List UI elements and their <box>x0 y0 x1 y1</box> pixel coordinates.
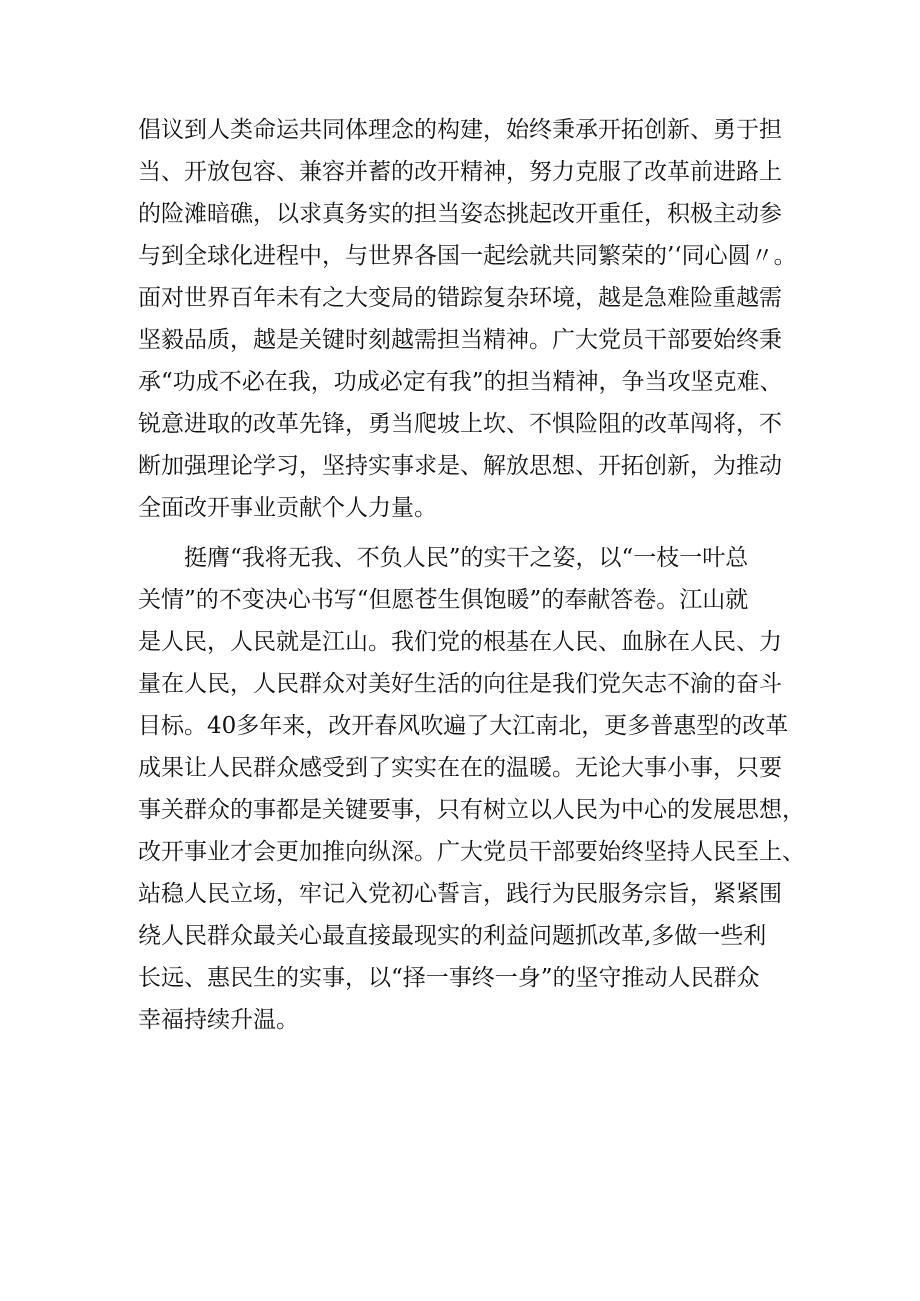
paragraph-line: 幸福持续升温。 <box>138 1007 299 1033</box>
paragraph-line: 改开事业才会更加推向纵深。广大党员干部要始终坚持人民至上、 <box>138 839 805 865</box>
paragraph-line: 量在人民，人民群众对美好生活的向往是我们党矢志不渝的奋斗 <box>138 671 782 697</box>
paragraph-line: 承“功成不必在我，功成必定有我”的担当精神，争当攻坚克难、 <box>138 369 783 395</box>
paragraph-1 <box>138 109 798 529</box>
paragraph-line: 站稳人民立场，牢记入党初心誓言，践行为民服务宗旨，紧紧围 <box>138 881 782 907</box>
paragraph-line: 面对世界百年未有之大变局的错踪复杂环境，越是急难险重越需 <box>138 285 782 311</box>
paragraph-line: 锐意进取的改革先锋，勇当爬坡上坎、不惧险阻的改革闯将，不 <box>138 411 782 437</box>
paragraph-line: 断加强理论学习，坚持实事求是、解放思想、开拓创新，为推动 <box>138 453 782 479</box>
paragraph-spacer <box>138 529 798 537</box>
paragraph-line: 的险滩暗礁，以求真务实的担当姿态挑起改开重任，积极主动参 <box>138 201 782 227</box>
paragraph-line: 事关群众的事都是关键要事，只有树立以人民为中心的发展思想， <box>138 797 805 823</box>
paragraph-line: 全面改开事业贡献个人力量。 <box>138 495 437 521</box>
paragraph-line: 成果让人民群众感受到了实实在在的温暖。无论大事小事，只要 <box>138 755 782 781</box>
paragraph-line: 目标。40多年来，改开春风吹遍了大江南北，更多普惠型的改革 <box>138 713 789 739</box>
paragraph-line: 倡议到人类命运共同体理念的构建，始终秉承开拓创新、勇于担 <box>138 117 782 143</box>
document-body <box>138 109 805 1041</box>
paragraph-line: 坚毅品质，越是关键时刻越需担当精神。广大党员干部要始终秉 <box>138 327 782 353</box>
paragraph-line: 关情”的不变决心书写“但愿苍生俱饱暖”的奉献答卷。江山就 <box>138 587 749 613</box>
paragraph-line: 挺膺“我将无我、不负人民”的实干之姿，以“一枝一叶总 <box>184 545 749 571</box>
paragraph-line: 是人民，人民就是江山。我们党的根基在人民、血脉在人民、力 <box>138 629 782 655</box>
paragraph-line: 与到全球化进程中，与世界各国一起绘就共同繁荣的’‘同心圆〃。 <box>138 243 797 269</box>
paragraph-line: 绕人民群众最关心最直接最现实的利益问题抓改革,多做一些利 <box>138 923 767 949</box>
paragraph-line: 当、开放包容、兼容并蓄的改开精神，努力克服了改革前进路上 <box>138 159 782 185</box>
paragraph-2 <box>138 537 805 1041</box>
paragraph-line: 长远、惠民生的实事，以“择一事终一身”的坚守推动人民群众 <box>138 965 760 991</box>
